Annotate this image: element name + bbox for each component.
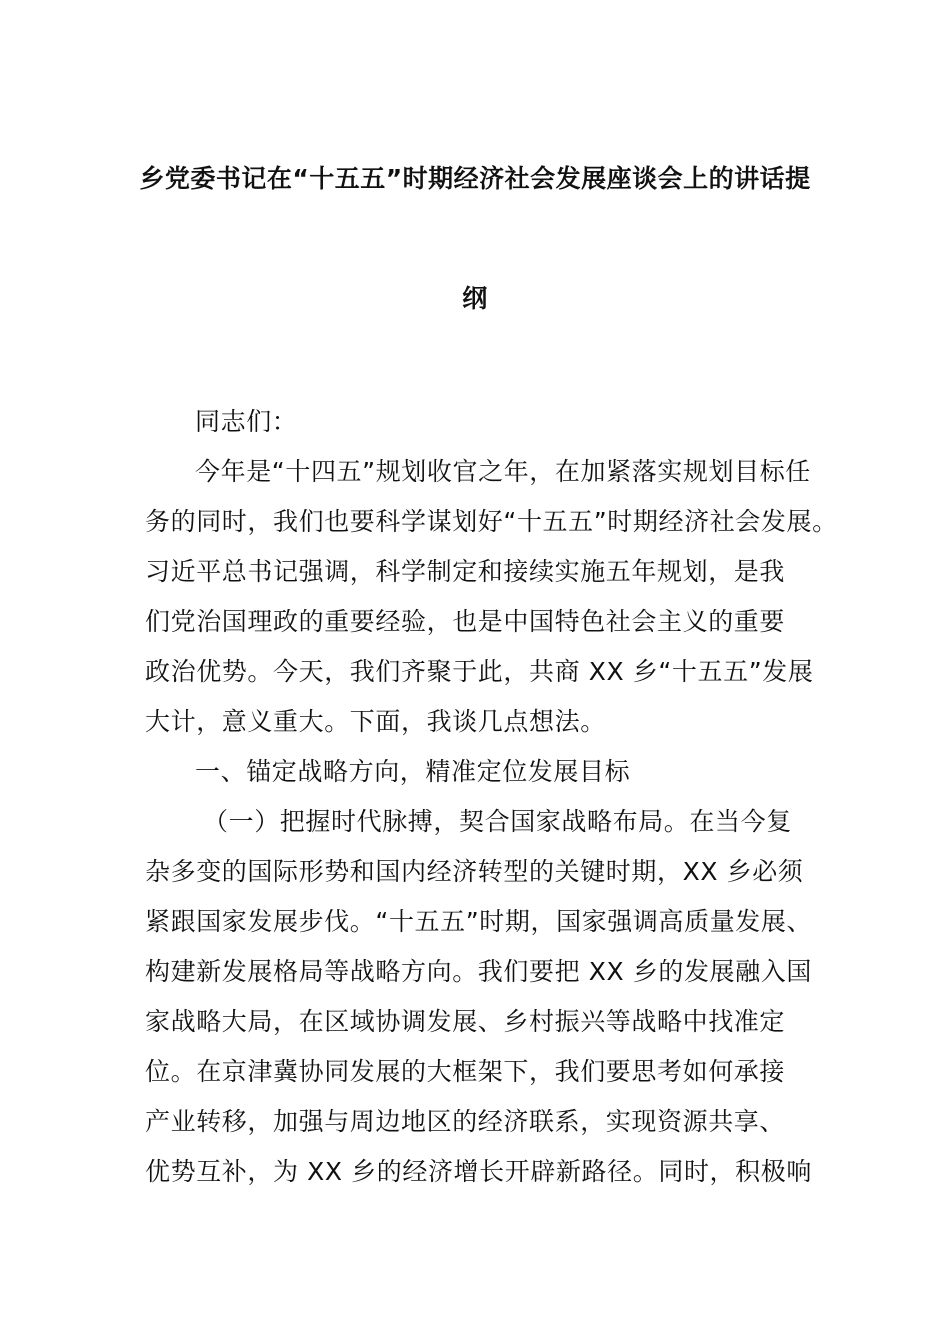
salutation: 同志们： (195, 407, 298, 436)
body-line: 习近平总书记强调，科学制定和接续实施五年规划，是我 (145, 557, 786, 586)
body-line: 们党治国理政的重要经验，也是中国特色社会主义的重要 (145, 607, 786, 636)
document-title-line-1: 乡党委书记在“十五五”时期经济社会发展座谈会上的讲话提 (139, 164, 811, 193)
body-line: 优势互补，为 XX 乡的经济增长开辟新路径。同时，积极响 (145, 1157, 812, 1186)
body-line: 产业转移，加强与周边地区的经济联系，实现资源共享、 (145, 1107, 786, 1136)
body-line: 位。在京津冀协同发展的大框架下，我们要思考如何承接 (145, 1057, 786, 1086)
body-line: 政治优势。今天，我们齐聚于此，共商 XX 乡“十五五”发展 (145, 657, 814, 686)
body-line: 构建新发展格局等战略方向。我们要把 XX 乡的发展融入国 (145, 957, 812, 986)
body-line: 紧跟国家发展步伐。“十五五”时期，国家强调高质量发展、 (145, 907, 813, 936)
body-line: 家战略大局，在区域协调发展、乡村振兴等战略中找准定 (145, 1007, 786, 1036)
subsection-heading: （一）把握时代脉搏，契合国家战略布局。在当今复 (203, 807, 792, 836)
body-line: 杂多变的国际形势和国内经济转型的关键时期，XX 乡必须 (145, 857, 804, 886)
body-line: 务的同时，我们也要科学谋划好“十五五”时期经济社会发展。 (145, 507, 838, 536)
body-line: 今年是“十四五”规划收官之年，在加紧落实规划目标任 (195, 457, 811, 486)
document-title-line-2: 纲 (462, 284, 488, 313)
section-heading: 一、锚定战略方向，精准定位发展目标 (195, 757, 631, 786)
body-line: 大计，意义重大。下面，我谈几点想法。 (145, 707, 606, 736)
